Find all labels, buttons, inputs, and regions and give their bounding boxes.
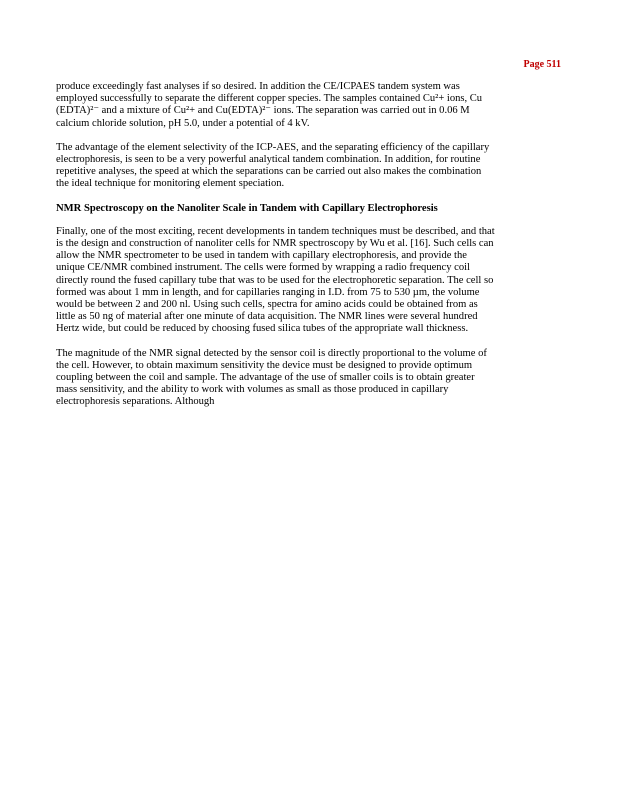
text-line: The magnitude of the NMR signal detected by the sensor coil is directly proportional to the volume of	[56, 347, 487, 359]
paragraph-nmr-signal-magnitude	[56, 348, 568, 409]
text-line: Hertz wide, but could be reduced by choosing fused silica tubes of the appropriate wall thickness.	[56, 323, 469, 335]
text-line: employed successfully to separate the different copper species. The samples contained Cu²+ ions, Cu	[56, 93, 483, 105]
text-line: formed was about 1 mm in length, and for capillaries ranging in I.D. from 75 to 530 µm, the volume	[56, 286, 480, 298]
page-number: Page 511	[523, 59, 561, 70]
text-line: electrophoresis separations. Although	[56, 396, 215, 408]
paragraph-ce-icpaes-copper	[56, 81, 568, 130]
text-line: is the design and construction of nanoliter cells for NMR spectroscopy by Wu et al. [16]. Such cells can	[56, 238, 494, 250]
text-line: the ideal technique for monitoring element speciation.	[56, 178, 285, 190]
text-line: produce exceedingly fast analyses if so desired. In addition the CE/ICPAES tandem system was	[56, 81, 460, 92]
text-line: would be between 2 and 200 nl. Using such cells, spectra for amino acids could be obtained from as	[56, 299, 478, 311]
text-line: repetitive analyses, the speed at which the separations can be carried out also makes the combination	[56, 166, 482, 178]
text-line: (EDTA)²⁻ and a mixture of Cu²+ and Cu(EDTA)²⁻ ions. The separation was carried out in 0.06 M	[56, 105, 470, 117]
document-body	[56, 81, 568, 421]
text-line: electrophoresis, is seen to be a very powerful analytical tandem combination. In addition, for routine	[56, 154, 481, 166]
text-line: coupling between the coil and sample. The advantage of the use of smaller coils is to obtain greater	[56, 372, 475, 384]
paragraph-icp-aes-advantage	[56, 142, 568, 191]
text-line: the cell. However, to obtain maximum sensitivity the device must be designed to provide optimum	[56, 359, 473, 371]
text-line: little as 50 ng of material after one minute of data acquisition. The NMR lines were several hundred	[56, 311, 478, 323]
section-heading: NMR Spectroscopy on the Nanoliter Scale in Tandem with Capillary Electrophoresis	[56, 202, 438, 214]
paragraph-nanoliter-cells	[56, 226, 568, 336]
text-line: allow the NMR spectrometer to be used in tandem with capillary electrophoresis, and provide the	[56, 250, 467, 262]
text-line: unique CE/NMR combined instrument. The cells were formed by wrapping a radio frequency coil	[56, 262, 470, 274]
text-line: directly round the fused capillary tube that was to be used for the electrophoretic separation. The cell so	[56, 274, 494, 286]
text-line: calcium chloride solution, pH 5.0, under a potential of 4 kV.	[56, 117, 310, 129]
text-line: The advantage of the element selectivity of the ICP-AES, and the separating efficiency of the capillary	[56, 141, 490, 153]
text-line: mass sensitivity, and the ability to work with volumes as small as those produced in capillary	[56, 384, 449, 396]
text-line: Finally, one of the most exciting, recent developments in tandem techniques must be described, and that	[56, 225, 495, 237]
